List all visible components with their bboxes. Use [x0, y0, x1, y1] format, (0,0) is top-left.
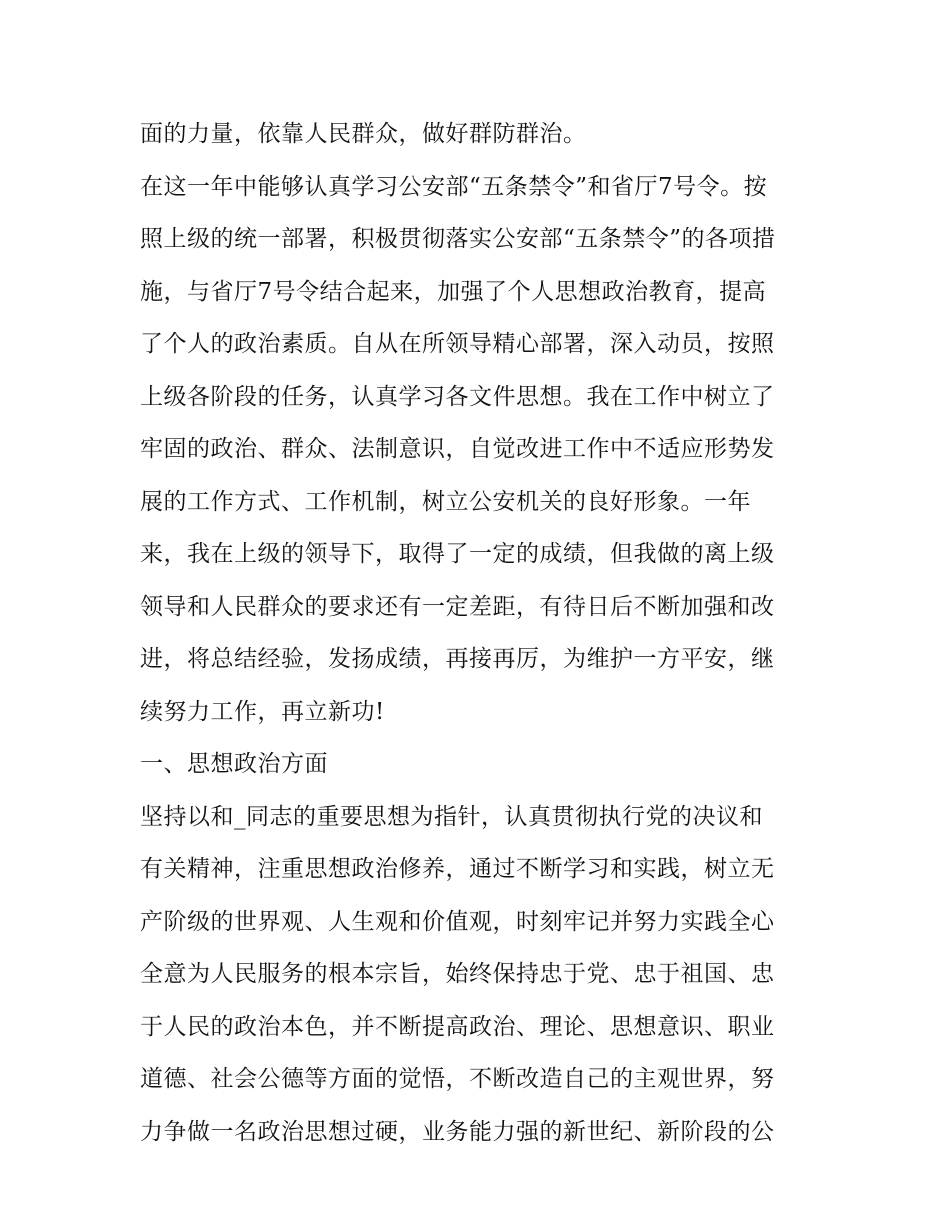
- text-line: 有关精神，注重思想政治修养，通过不断学习和实践，树立无: [140, 856, 775, 882]
- document-body: [140, 108, 820, 1158]
- text-line: 产阶级的世界观、人生观和价值观，时刻牢记并努力实践全心: [140, 908, 775, 935]
- text-line: 了个人的政治素质。自从在所领导精心部署，深入动员，按照: [140, 331, 775, 357]
- section-heading: 一、思想政治方面: [140, 751, 328, 777]
- text-line: 面的力量，依靠人民群众，做好群防群治。: [140, 121, 587, 147]
- text-line: 照上级的统一部署，积极贯彻落实公安部“五条禁令”的各项措: [140, 226, 776, 252]
- text-line: 上级各阶段的任务，认真学习各文件思想。我在工作中树立了: [140, 383, 775, 410]
- text-line: 续努力工作，再立新功!: [140, 698, 385, 725]
- text-line: 力争做一名政治思想过硬，业务能力强的新世纪、新阶段的公: [140, 1118, 775, 1145]
- text-line: 全意为人民服务的根本宗旨，始终保持忠于党、忠于祖国、忠: [140, 961, 775, 987]
- text-line: 领导和人民群众的要求还有一定差距，有待日后不断加强和改: [140, 593, 775, 620]
- text-line: 进，将总结经验，发扬成绩，再接再厉，为维护一方平安，继: [140, 646, 775, 672]
- text-line: 牢固的政治、群众、法制意识，自觉改进工作中不适应形势发: [140, 436, 775, 462]
- text-line: 在这一年中能够认真学习公安部“五条禁令”和省厅7号令。按: [140, 173, 768, 200]
- text-line: 来，我在上级的领导下，取得了一定的成绩，但我做的离上级: [140, 541, 775, 567]
- text-line: 道德、社会公德等方面的觉悟，不断改造自己的主观世界，努: [140, 1066, 775, 1092]
- text-line: 施，与省厅7号令结合起来，加强了个人思想政治教育，提高: [140, 278, 767, 305]
- text-line: 坚持以和_同志的重要思想为指针，认真贯彻执行党的决议和: [140, 803, 763, 830]
- text-line: 于人民的政治本色，并不断提高政治、理论、思想意识、职业: [140, 1013, 775, 1040]
- text-line: 展的工作方式、工作机制，树立公安机关的良好形象。一年: [140, 488, 751, 515]
